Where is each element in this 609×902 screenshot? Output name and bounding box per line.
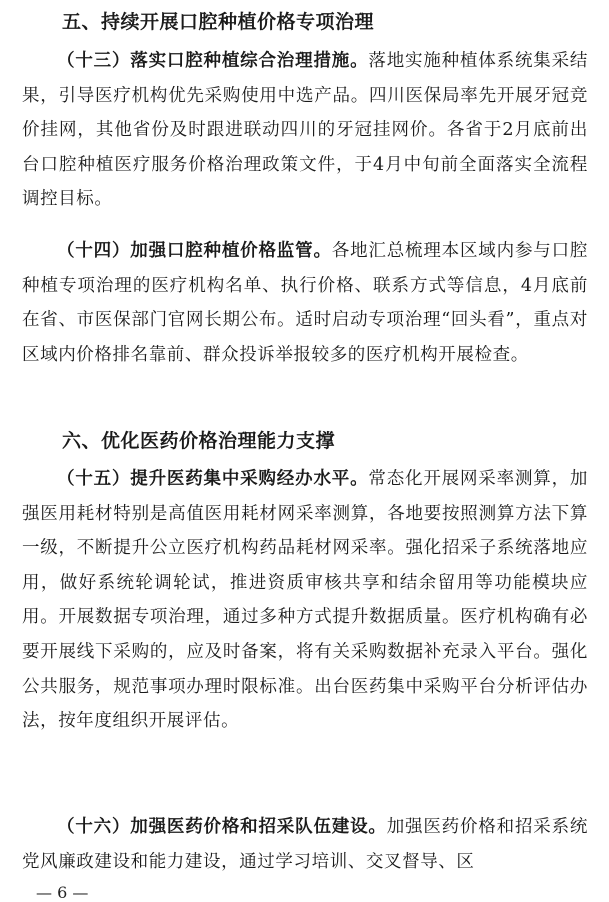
section-heading-5: 五、持续开展口腔种植价格专项治理 bbox=[62, 11, 375, 33]
paragraph-16-lead: （十六）加强医药价格和招采队伍建设。 bbox=[57, 817, 387, 837]
paragraph-15-text: 常态化开展网采率测算，加强医用耗材特别是高值医用耗材网采率测算，各地要按照测算方法下算一级，不断提升公立医疗机构药品耗材网采率。强化招采子系统落地应用，做好系统轮调轮试，推进资质审核共享和结余留用等功能模块应用。开展数据专项治理，通过多种方式提升数据质量。医疗机构确有必要开展线下采购的，应及时备案，将有关采购数据补充录入平台。强化公共服务，规范事项办理时限标准。出台医药集中采购平台分析评估办法，按年度组织开展评估。 bbox=[22, 469, 588, 732]
paragraph-13 bbox=[22, 44, 588, 217]
paragraph-15-lead: （十五）提升医药集中采购经办水平。 bbox=[57, 469, 369, 489]
paragraph-14-text: 各地汇总梳理本区域内参与口腔种植专项治理的医疗机构名单、执行价格、联系方式等信息，4月底前在省、市医保部门官网长期公布。适时启动专项治理“回头看”，重点对区域内价格排名靠前、群众投诉举报较多的医疗机构开展检查。 bbox=[22, 241, 588, 365]
paragraph-15 bbox=[22, 462, 588, 739]
paragraph-13-text: 落地实施种植体系统集采结果，引导医疗机构优先采购使用中选产品。四川医保局率先开展牙冠竞价挂网，其他省份及时跟进联动四川的牙冠挂网价。各省于2月底前出台口腔种植医疗服务价格治理政策文件，于4月中旬前全面落实全流程调控目标。 bbox=[22, 51, 588, 210]
section-heading-6: 六、优化医药价格治理能力支撑 bbox=[62, 430, 336, 452]
paragraph-14 bbox=[22, 234, 588, 372]
page-number: — 6 — bbox=[36, 883, 89, 902]
paragraph-14-lead: （十四）加强口腔种植价格监管。 bbox=[57, 241, 332, 261]
paragraph-16-text: 加强医药价格和招采系统党风廉政建设和能力建设，通过学习培训、交叉督导、区 bbox=[22, 817, 588, 872]
paragraph-13-lead: （十三）落实口腔种植综合治理措施。 bbox=[57, 51, 369, 71]
paragraph-16 bbox=[22, 810, 588, 879]
